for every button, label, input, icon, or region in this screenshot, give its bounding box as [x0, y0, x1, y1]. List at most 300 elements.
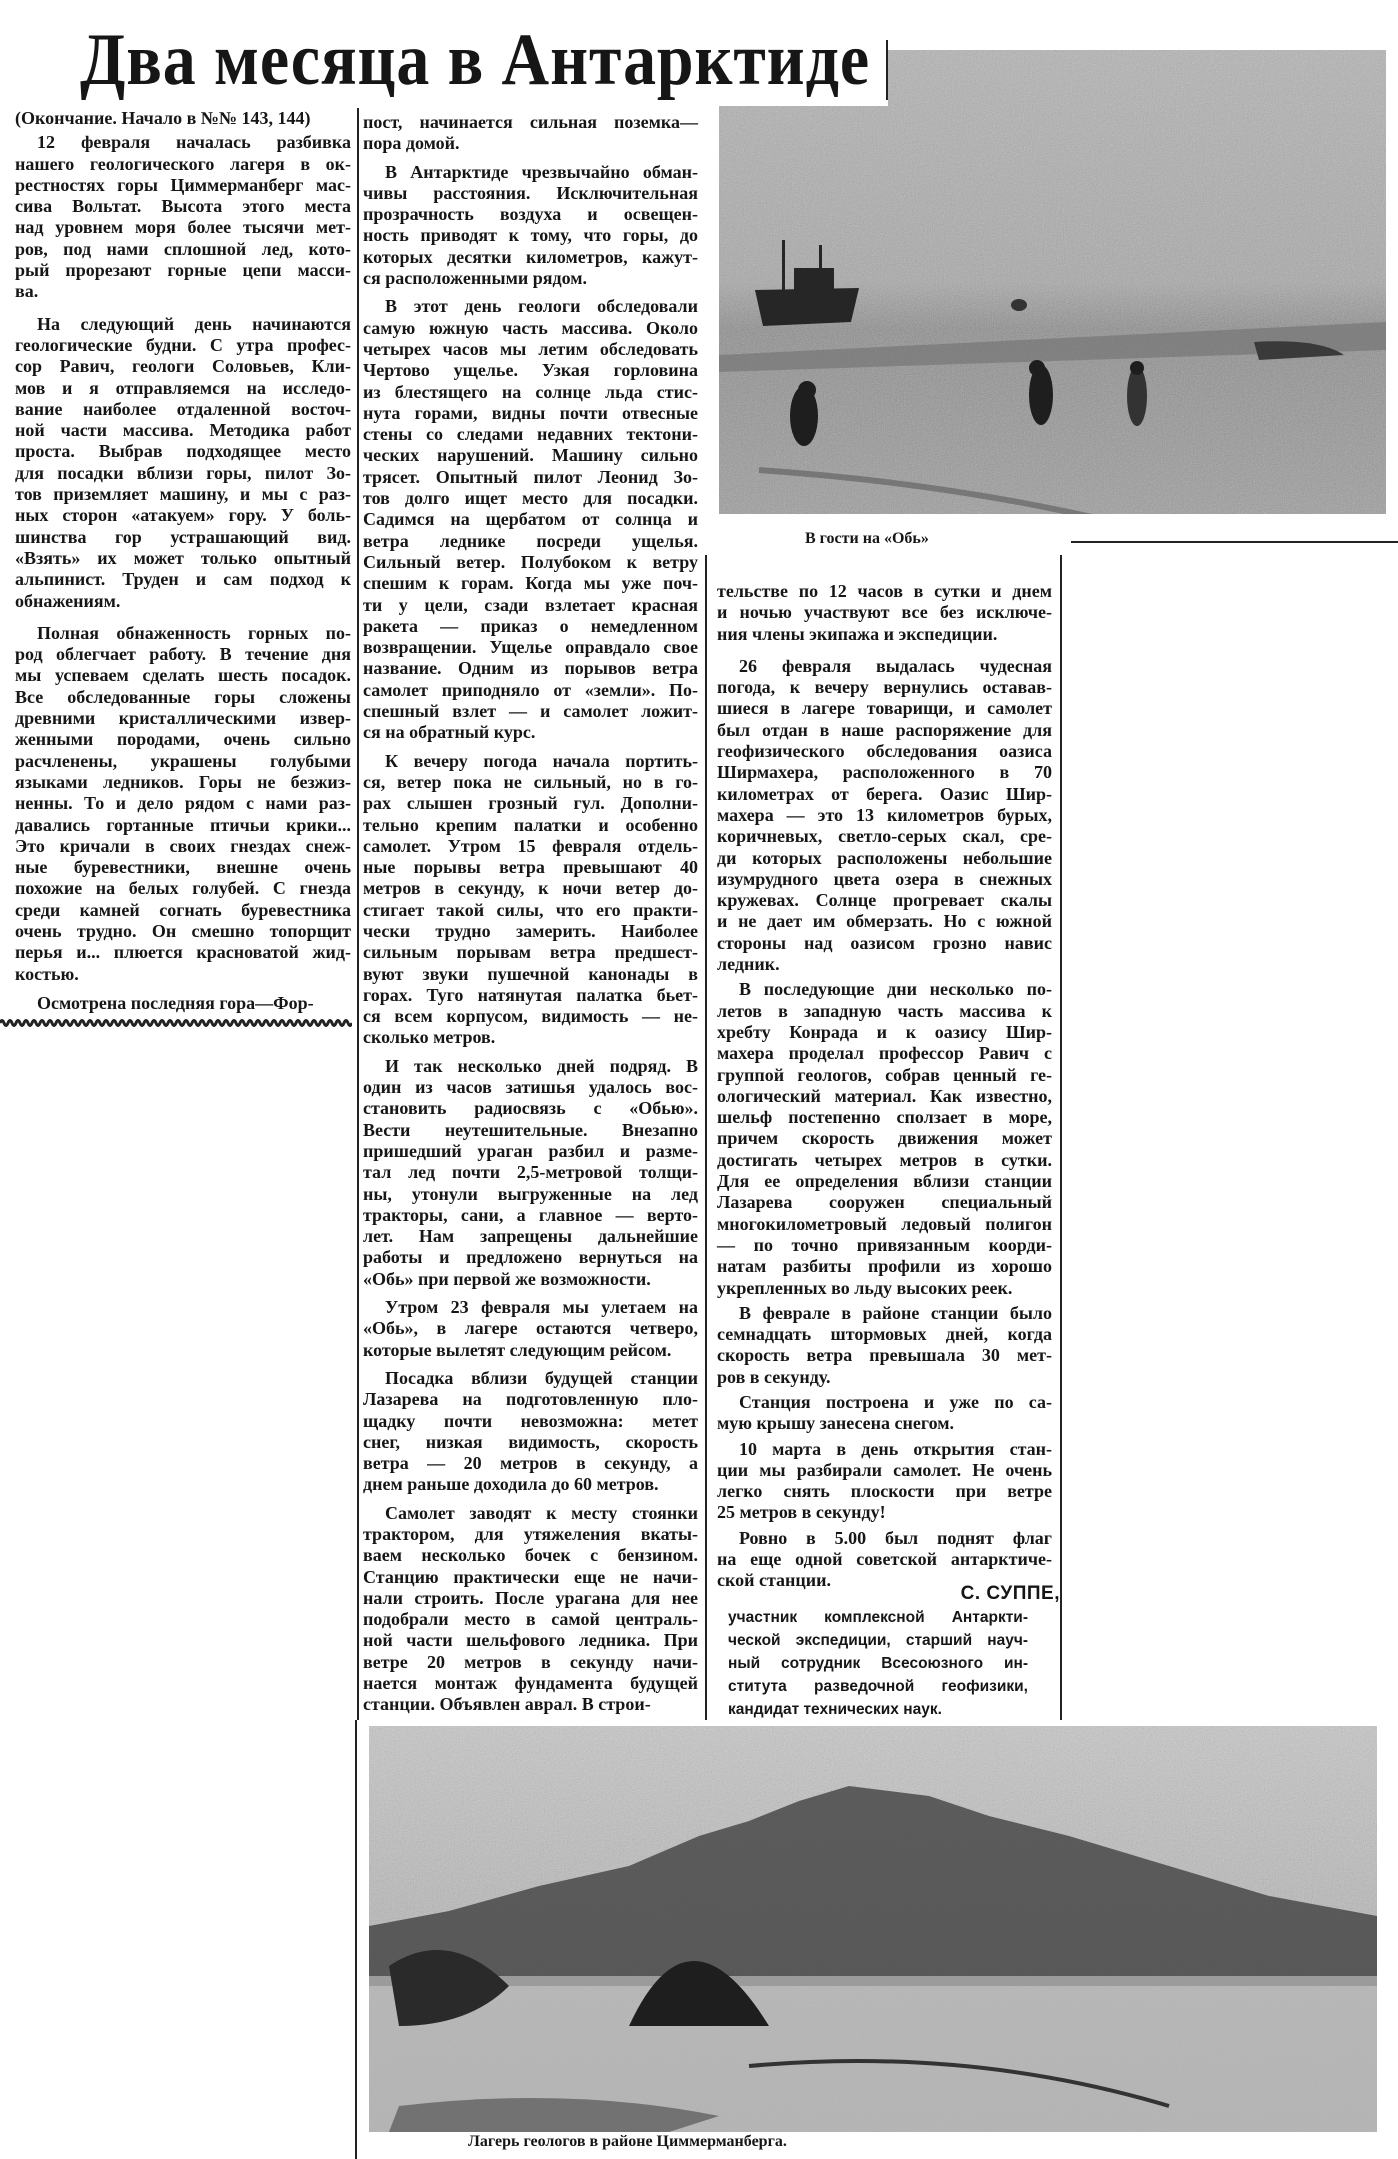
article-line	[15, 729, 351, 750]
line-text: Утром 23 февраля мы улетаем на	[385, 1297, 698, 1318]
line-text: сива Вольтат. Высота этого места	[15, 196, 351, 217]
article-line	[15, 964, 351, 985]
article-line	[717, 1278, 1052, 1299]
article-line	[363, 616, 698, 637]
article-line	[717, 1150, 1052, 1171]
article-line	[363, 701, 698, 722]
article-line	[363, 658, 698, 679]
article-line	[717, 624, 1052, 645]
article-line	[717, 1413, 1052, 1434]
article-line	[717, 762, 1052, 783]
article-line	[363, 1006, 698, 1027]
article-line	[363, 1474, 698, 1495]
article-line	[363, 1247, 698, 1268]
line-text: четырех часов мы летим обследовать	[363, 338, 698, 359]
article-line	[717, 954, 1052, 975]
article-line	[15, 441, 351, 462]
article-line	[15, 591, 351, 612]
article-line	[363, 509, 698, 530]
line-text: геологические будни. С утра профес-	[15, 334, 351, 355]
line-text: «Обь», в лагере остаются четверо,	[363, 1318, 698, 1339]
line-text: ди которых расположены небольшие	[717, 847, 1052, 868]
line-text: Садимся на щербатом от солнца и	[363, 509, 698, 530]
article-line	[717, 1107, 1052, 1128]
line-text: «Обь» при первой же возможности.	[363, 1268, 651, 1289]
line-text: шельф постепенно сползает в море,	[717, 1107, 1052, 1128]
article-line	[363, 1141, 698, 1162]
article-line	[717, 848, 1052, 869]
article-line	[363, 793, 698, 814]
article-line	[15, 665, 351, 686]
line-text: ся на обратный курс.	[363, 722, 536, 743]
line-text: ров, под нами сплошной лед, кото-	[15, 238, 351, 259]
article-column-1	[15, 108, 351, 1014]
line-text: сколько метров.	[363, 1027, 496, 1048]
article-line	[363, 1226, 698, 1247]
article-line	[363, 878, 698, 899]
line-text: нашего геологического лагеря в ок-	[15, 153, 351, 174]
article-paragraph	[363, 751, 698, 1049]
line-text: которых десятки километров, кажут-	[363, 246, 698, 267]
line-text: Осмотрена последняя гора—Фор-	[37, 992, 314, 1013]
line-text: пост, начинается сильная поземка—	[363, 112, 698, 132]
article-line	[363, 467, 698, 488]
photo-caption-ship: В гости на «Обь»	[805, 530, 929, 547]
article-line	[363, 1205, 698, 1226]
line-text: легко снять плоскости при ветре	[717, 1481, 1052, 1502]
line-text: И так несколько дней подряд. В	[385, 1055, 698, 1076]
article-line	[717, 1303, 1052, 1324]
line-text: ны, утонули выгруженные на лед	[363, 1183, 698, 1204]
article-line	[717, 1367, 1052, 1388]
article-line	[363, 1503, 698, 1524]
line-text: нается монтаж фундамента будущей	[363, 1673, 698, 1694]
line-text: ологический материал. Как известно,	[717, 1085, 1052, 1106]
line-text: хребту Конрада и к оазису Шир-	[717, 1021, 1052, 1042]
article-line	[717, 1214, 1052, 1235]
article-line	[15, 314, 351, 335]
article-paragraph	[363, 1368, 698, 1496]
article-line	[363, 183, 698, 204]
column-rule	[355, 1720, 357, 2159]
article-line	[363, 133, 698, 154]
article-line	[363, 488, 698, 509]
line-text: проста. Выбрав подходящее место	[15, 441, 351, 462]
article-line	[15, 217, 351, 238]
article-line	[363, 1368, 698, 1389]
line-text: изумрудного цвета озера в снежных	[717, 868, 1052, 889]
article-line	[363, 1453, 698, 1474]
line-text: подобрали место в самой централь-	[363, 1609, 698, 1630]
line-text: тракторы, сани, а главное — верто-	[363, 1204, 698, 1225]
line-text: трактором, для утяжеления вкаты-	[363, 1524, 698, 1544]
article-line	[363, 942, 698, 963]
line-text: из блестящего на солнце льда стис-	[363, 381, 698, 402]
line-text: Лазарева на подготовленную пло-	[363, 1389, 698, 1410]
article-line	[717, 581, 1052, 602]
line-text: ных сторон «атакуем» гору. У боль-	[15, 505, 351, 526]
line-text: тельстве по 12 часов в сутки и днем	[717, 581, 1052, 601]
line-text: снег, низкая видимость, скорость	[363, 1431, 698, 1452]
line-text: В феврале в районе станции было	[739, 1302, 1052, 1323]
article-line	[363, 1524, 698, 1545]
line-text: женными породами, очень сильно	[15, 729, 351, 750]
article-line	[363, 1652, 698, 1673]
line-text: спешим к горам. Когда мы уже поч-	[363, 573, 698, 594]
line-text: (Окончание. Начало в №№ 143, 144)	[15, 108, 311, 128]
line-text: достигать четырех метров в сутки.	[717, 1149, 1052, 1170]
article-line	[717, 1460, 1052, 1481]
article-line	[363, 1432, 698, 1453]
line-text: ров в секунду.	[717, 1366, 831, 1387]
article-line	[363, 836, 698, 857]
line-text: В последующие дни несколько по-	[739, 979, 1052, 1000]
article-line	[363, 680, 698, 701]
article-line	[717, 933, 1052, 954]
article-line	[15, 993, 351, 1014]
line-text: стороны над оазисом грозно навис	[717, 932, 1052, 953]
line-text: лет. Нам запрещены дальнейшие	[363, 1226, 698, 1247]
article-column-2	[363, 112, 698, 1716]
line-text: самую южную часть массива. Около	[363, 317, 698, 338]
line-text: древними кристаллическими извер-	[15, 708, 351, 729]
photo-geologist-camp	[369, 1726, 1377, 2132]
article-line	[717, 720, 1052, 741]
line-text: ной части шельфового ледника. При	[363, 1630, 698, 1651]
article-line	[717, 1549, 1052, 1570]
article-line	[15, 921, 351, 942]
credential-line: участник комплексной Антаркти-	[728, 1609, 1028, 1626]
line-text: ти у цели, сзади взлетает красная	[363, 594, 698, 615]
line-text: натам разбиты профили из хорошо	[717, 1256, 1052, 1277]
article-line	[717, 698, 1052, 719]
line-text: самолет. Утром 15 февраля отдель-	[363, 835, 698, 856]
line-text: над уровнем моря более тысячи мет-	[15, 217, 351, 238]
article-line	[717, 826, 1052, 847]
line-text: мов и я отправляемся на исследо-	[15, 377, 351, 398]
line-text: погода, к вечеру вернулись оставав-	[717, 677, 1052, 698]
headline-text: Два месяца в Антарктиде	[80, 19, 870, 101]
article-line	[15, 857, 351, 878]
line-text: мы успеваем сделать шесть посадок.	[15, 665, 351, 686]
article-line	[717, 1065, 1052, 1086]
line-text: В этот день геологи обследовали	[385, 296, 698, 317]
line-text: тельно крепим палатки и особенно	[363, 814, 698, 835]
article-line	[717, 784, 1052, 805]
column-rule	[357, 108, 359, 1720]
line-text: стигает такой силы, что его практи-	[363, 899, 698, 920]
article-line	[717, 911, 1052, 932]
author-credentials	[728, 1606, 1028, 1721]
line-text: коричневых, светло-серых скал, сре-	[717, 826, 1052, 847]
line-text: сор Равич, геологи Соловьев, Кли-	[15, 356, 351, 377]
line-text: Станцию практически еще не начи-	[363, 1566, 698, 1587]
article-paragraph	[15, 132, 351, 302]
line-text: Полная обнаженность горных по-	[37, 622, 351, 643]
article-paragraph	[15, 314, 351, 612]
line-text: На следующий день начинаются	[37, 313, 351, 334]
line-text: один из часов затишья удалось вос-	[363, 1077, 698, 1098]
article-line	[15, 356, 351, 377]
photo-ship-penguins	[719, 50, 1386, 514]
article-line	[717, 602, 1052, 623]
article-line	[363, 1098, 698, 1119]
line-text: ность приводят к тому, что горы, до	[363, 225, 698, 246]
article-line	[717, 1086, 1052, 1107]
article-paragraph	[717, 1303, 1052, 1388]
line-text: которые вылетят следующим рейсом.	[363, 1339, 672, 1360]
line-text: махера — это 13 километров бурых,	[717, 804, 1052, 825]
article-line	[363, 247, 698, 268]
article-line	[363, 339, 698, 360]
line-text: чивы расстояния. Исключительная	[363, 182, 698, 203]
line-text: рах слышен грозный гул. Дополни-	[363, 793, 698, 814]
article-line	[15, 623, 351, 644]
line-text: становить радиосвязь с «Обью».	[363, 1098, 698, 1119]
article-line	[15, 836, 351, 857]
article-line	[363, 1318, 698, 1339]
line-text: 12 февраля началась разбивка	[37, 132, 351, 153]
line-text: многокилометровый ледовый полигон	[717, 1213, 1052, 1234]
line-text: Это кричали в своих гнездах снеж-	[15, 835, 351, 856]
line-text: тал лед почти 2,5-метровой толщи-	[363, 1162, 698, 1183]
line-text: причем скорость движения может	[717, 1128, 1052, 1149]
line-text: на еще одной советской антарктиче-	[717, 1549, 1052, 1570]
line-text: для посадки вблизи горы, пилот Зо-	[15, 462, 351, 483]
article-line	[363, 162, 698, 183]
article-line	[15, 378, 351, 399]
line-text: ледник.	[717, 954, 780, 975]
line-text: очень трудно. Он смешно топорщит	[15, 920, 351, 941]
article-line	[15, 687, 351, 708]
article-line	[717, 979, 1052, 1000]
article-paragraph	[717, 656, 1052, 975]
article-line	[363, 318, 698, 339]
article-line	[363, 1340, 698, 1361]
article-line	[363, 921, 698, 942]
line-text: перья и... плюется красноватой жид-	[15, 942, 351, 963]
article-line	[363, 382, 698, 403]
line-text: Ширмахера, расположенного в 70	[717, 762, 1052, 783]
line-text: В Антарктиде чрезвычайно обман-	[385, 161, 698, 182]
line-text: «Взять» их может только опытный	[15, 547, 351, 568]
line-text: нута горами, видны почти отвесные	[363, 402, 698, 423]
line-text: мую крышу занесена снегом.	[717, 1413, 955, 1434]
article-line	[363, 1630, 698, 1651]
line-text: метров в секунду, к ночи ветер до-	[363, 878, 698, 899]
line-text: Чертово ущелье. Узкая горловина	[363, 360, 698, 381]
line-text: группой геологов, собрав ценный ге-	[717, 1064, 1052, 1085]
article-line	[363, 637, 698, 658]
article-line	[363, 595, 698, 616]
line-text: — по точно привязанным коорди-	[717, 1234, 1052, 1255]
article-line	[15, 505, 351, 526]
article-paragraph	[717, 1392, 1052, 1435]
line-text: ваем несколько бочек с бензином.	[363, 1545, 698, 1566]
article-line	[363, 857, 698, 878]
line-text: ся, ветер пока не сильный, но в го-	[363, 771, 698, 792]
article-paragraph	[717, 581, 1052, 645]
line-text: давались гортанные птичьи крики...	[15, 814, 351, 835]
article-line	[717, 1171, 1052, 1192]
line-text: вание наиболее отдаленной восточ-	[15, 398, 351, 419]
article-line	[717, 1235, 1052, 1256]
article-line	[363, 1269, 698, 1290]
line-text: сильным порывам ветра предшест-	[363, 942, 698, 963]
line-text: кружевах. Солнце прогревает скалы	[717, 890, 1052, 911]
line-text: Для ее определения вблизи станции	[717, 1171, 1052, 1192]
article-line	[363, 112, 698, 133]
article-line	[363, 1027, 698, 1048]
line-text: ся расположенными рядом.	[363, 268, 588, 289]
headline	[80, 20, 872, 100]
article-line	[363, 1588, 698, 1609]
line-text: Самолет заводят к месту стоянки	[385, 1502, 698, 1523]
line-text: обнажениям.	[15, 590, 121, 611]
line-text: К вечеру погода начала портить-	[385, 750, 698, 771]
article-line	[363, 1120, 698, 1141]
line-text: станции. Объявлен аврал. В строи-	[363, 1694, 651, 1715]
article-line	[363, 1673, 698, 1694]
article-line	[363, 296, 698, 317]
line-text: ской станции.	[717, 1570, 832, 1591]
article-line	[15, 527, 351, 548]
line-text: род облегчает работу. В течение дня	[15, 644, 351, 665]
line-text: работы и предложено вернуться на	[363, 1247, 698, 1268]
line-text: прозрачность воздуха и освещен-	[363, 204, 698, 225]
line-text: летов в западную часть массива к	[717, 1000, 1052, 1021]
article-paragraph	[15, 623, 351, 985]
article-line	[15, 108, 351, 129]
article-line	[363, 1609, 698, 1630]
article-line	[717, 1001, 1052, 1022]
article-line	[717, 1345, 1052, 1366]
article-line	[363, 964, 698, 985]
column-rule	[705, 555, 707, 1720]
article-line	[363, 268, 698, 289]
line-text: рый прорезают горные цепи масси-	[15, 260, 351, 281]
line-text: Посадка вблизи будущей станции	[385, 1367, 698, 1388]
article-line	[363, 772, 698, 793]
article-line	[363, 722, 698, 743]
article-line	[363, 1077, 698, 1098]
article-line	[717, 890, 1052, 911]
line-text: ной части массива. Методика работ	[15, 420, 351, 441]
line-text: ва.	[15, 281, 39, 302]
article-line	[363, 1297, 698, 1318]
article-line	[15, 335, 351, 356]
article-line	[15, 196, 351, 217]
article-line	[717, 677, 1052, 698]
article-line	[717, 1128, 1052, 1149]
line-text: 26 февраля выдалась чудесная	[739, 655, 1052, 676]
line-text: самолет приподняло от «земли». По-	[363, 679, 698, 700]
line-text: тов долго ищет место для посадки.	[363, 488, 698, 509]
line-text: ся всем корпусом, видимость — не-	[363, 1006, 698, 1027]
section-divider	[1071, 541, 1398, 543]
line-text: возвращении. Ущелье оправдало свое	[363, 637, 698, 658]
line-text: пришедший ураган разбил и разме-	[363, 1140, 698, 1161]
article-line	[363, 225, 698, 246]
article-paragraph	[363, 296, 698, 743]
line-text: горах. Туго натянутая палатка бьет-	[363, 984, 698, 1005]
article-line	[717, 1528, 1052, 1549]
line-text: махера проделал профессор Равич с	[717, 1043, 1052, 1064]
line-text: ческих нарушений. Машину сильно	[363, 445, 698, 466]
line-text: километрах от берега. Оазис Шир-	[717, 783, 1052, 804]
line-text: костью.	[15, 963, 79, 984]
continuation-note	[15, 108, 351, 129]
line-text: Лазарева сооружен специальный	[717, 1192, 1052, 1213]
article-line	[363, 573, 698, 594]
article-line	[717, 1324, 1052, 1345]
article-line	[363, 1389, 698, 1410]
article-paragraph	[717, 979, 1052, 1298]
article-line	[717, 1192, 1052, 1213]
article-line	[363, 445, 698, 466]
line-text: ные порывы ветра превышают 40	[363, 857, 698, 878]
article-line	[363, 985, 698, 1006]
article-line	[363, 531, 698, 552]
line-text: расчленены, украшены голубыми	[15, 750, 351, 771]
article-line	[15, 463, 351, 484]
line-text: альпинист. Труден и сам подход к	[15, 569, 351, 590]
article-line	[15, 793, 351, 814]
article-line	[15, 420, 351, 441]
line-text: языками ледников. Горы не безжиз-	[15, 771, 351, 792]
article-line	[363, 751, 698, 772]
line-text: и не дает им обмерзать. Но с южной	[717, 911, 1052, 932]
line-text: скорость ветра превышала 30 мет-	[717, 1345, 1052, 1366]
line-text: ветра — 20 метров в секунду, а	[363, 1453, 698, 1474]
line-text: Все обследованные горы сложены	[15, 686, 351, 707]
article-line	[717, 1043, 1052, 1064]
article-paragraph	[363, 1503, 698, 1716]
article-line	[363, 1694, 698, 1715]
article-line	[717, 1502, 1052, 1523]
article-paragraph	[15, 993, 351, 1014]
article-line	[717, 1481, 1052, 1502]
line-text: Вести неутешительные. Внезапно	[363, 1119, 698, 1140]
line-text: днем раньше доходила до 60 метров.	[363, 1474, 659, 1495]
article-line	[363, 900, 698, 921]
line-text: трясет. Опытный пилот Леонид Зо-	[363, 466, 698, 487]
line-text: спешный взлет — и самолет ложит-	[363, 701, 698, 722]
article-line	[363, 403, 698, 424]
article-line	[15, 132, 351, 153]
line-text: Ровно в 5.00 был поднят флаг	[739, 1527, 1052, 1548]
article-paragraph	[363, 1297, 698, 1361]
article-line	[15, 708, 351, 729]
article-line	[15, 772, 351, 793]
line-text: ветре 20 метров в секунду начи-	[363, 1651, 698, 1672]
line-text: рестностях горы Циммерманберг мас-	[15, 174, 351, 195]
article-line	[363, 360, 698, 381]
headline-rule	[886, 40, 888, 100]
line-text: Сильный ветер. Полубоком к ветру	[363, 551, 698, 572]
line-text: ные буревестники, внешне очень	[15, 857, 351, 878]
article-line	[15, 484, 351, 505]
article-line	[15, 569, 351, 590]
article-line	[363, 424, 698, 445]
credential-line: ный сотрудник Всесоюзного ин-	[728, 1655, 1028, 1672]
line-text: укрепленных во льду высоких реек.	[717, 1277, 1013, 1298]
article-line	[15, 399, 351, 420]
article-line	[717, 656, 1052, 677]
line-text: шинства гор устрашающий вид.	[15, 526, 351, 547]
line-text: геофизического обследования оазиса	[717, 741, 1052, 762]
article-line	[363, 1184, 698, 1205]
